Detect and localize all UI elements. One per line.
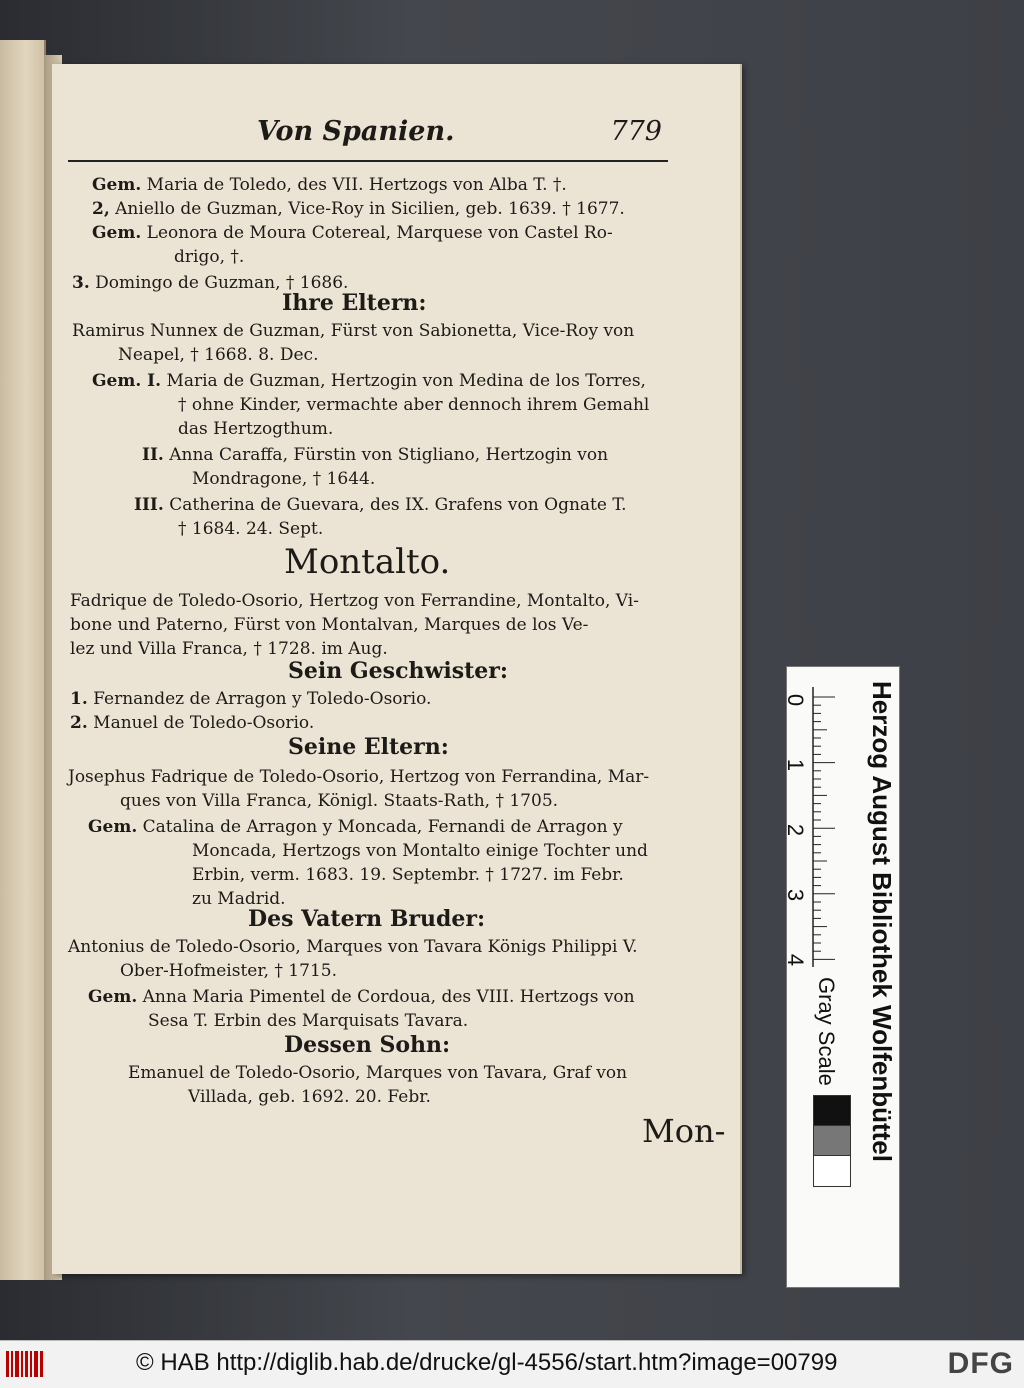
line-prefix: II.	[142, 445, 164, 465]
line-text: Montalto.	[284, 542, 451, 582]
ruler-number: 0	[783, 693, 809, 707]
line-prefix: Gem. I.	[92, 371, 162, 391]
section-title	[284, 542, 450, 582]
line-text: Domingo de Guzman, † 1686.	[95, 273, 349, 293]
running-title: Von Spanien.	[257, 116, 455, 147]
line-text: ques von Villa Franca, Königl. Staats-Rath, † 1705.	[120, 791, 559, 811]
footer-bar	[0, 1340, 1024, 1388]
line-text: Leonora de Moura Cotereal, Marquese von Castel Ro-	[146, 223, 613, 243]
line-text: Manuel de Toledo-Osorio.	[93, 713, 315, 733]
line-text: Dessen Sohn:	[284, 1032, 451, 1058]
line-text: Neapel, † 1668. 8. Dec.	[118, 345, 319, 365]
line-prefix: 2.	[70, 713, 88, 733]
line-text: Maria de Toledo, des VII. Hertzogs von Alba T. †.	[146, 175, 567, 195]
previous-page-edge	[0, 40, 46, 1280]
line-text: bone und Paterno, Fürst von Montalvan, Marques de los Ve-	[70, 615, 589, 635]
line-text: Aniello de Guzman, Vice-Roy in Sicilien, geb. 1639. † 1677.	[115, 199, 625, 219]
text-line	[120, 960, 337, 982]
line-text: drigo, †.	[174, 247, 245, 267]
line-text: Antonius de Toledo-Osorio, Marques von Tavara Königs Philippi V.	[68, 937, 638, 957]
line-text: Villada, geb. 1692. 20. Febr.	[188, 1087, 431, 1107]
line-text: Moncada, Hertzogs von Montalto einige Tochter und	[192, 841, 648, 861]
page-number: 779	[610, 116, 662, 147]
text-line	[68, 936, 638, 958]
ruler-ticks	[787, 667, 847, 967]
line-text: Des Vatern Bruder:	[248, 906, 486, 932]
catchword: Mon-	[642, 1112, 726, 1150]
text-line	[88, 986, 635, 1008]
ruler-number: 3	[783, 888, 809, 902]
text-line	[118, 344, 318, 366]
text-line	[178, 394, 649, 416]
line-text: Maria de Guzman, Hertzogin von Medina de los Torres,	[166, 371, 646, 391]
text-line	[174, 246, 244, 268]
line-text: Sein Geschwister:	[288, 658, 509, 684]
section-heading	[282, 290, 427, 316]
text-line	[142, 444, 608, 466]
institution-name: Herzog August Bibliothek Wolfenbüttel	[867, 681, 897, 1162]
line-text: das Hertzogthum.	[178, 419, 334, 439]
text-line	[148, 1010, 468, 1032]
text-line	[128, 1062, 627, 1084]
line-text: Ihre Eltern:	[282, 290, 427, 316]
line-prefix: Gem.	[92, 223, 142, 243]
text-line	[192, 840, 648, 862]
line-prefix: III.	[134, 495, 164, 515]
text-line	[188, 1086, 431, 1108]
line-text: Josephus Fadrique de Toledo-Osorio, Hertzog von Ferrandina, Mar-	[68, 767, 650, 787]
text-line	[134, 494, 627, 516]
text-line	[70, 638, 388, 660]
line-text: Emanuel de Toledo-Osorio, Marques von Tavara, Graf von	[128, 1063, 628, 1083]
text-line	[70, 712, 314, 734]
text-line	[92, 174, 567, 196]
text-line	[92, 370, 646, 392]
line-prefix: 2,	[92, 199, 110, 219]
line-text: Catherina de Guevara, des IX. Grafens von Ognate T.	[169, 495, 627, 515]
line-text: † 1684. 24. Sept.	[178, 519, 324, 539]
text-line	[192, 468, 375, 490]
section-heading	[288, 734, 449, 760]
ruler-number: 4	[783, 953, 809, 967]
line-prefix: Gem.	[88, 817, 138, 837]
gray-patch-mid	[813, 1125, 851, 1157]
line-prefix: 1.	[70, 689, 88, 709]
line-text: † ohne Kinder, vermachte aber dennoch ihrem Gemahl	[178, 395, 650, 415]
section-heading	[248, 906, 485, 932]
line-text: Catalina de Arragon y Moncada, Fernandi de Arragon y	[142, 817, 623, 837]
page-header	[257, 110, 662, 150]
line-text: Sesa T. Erbin des Marquisats Tavara.	[148, 1011, 469, 1031]
line-text: Ramirus Nunnex de Guzman, Fürst von Sabionetta, Vice-Roy von	[72, 321, 635, 341]
copyright-url: © HAB http://diglib.hab.de/drucke/gl-4556/start.htm?image=00799	[136, 1349, 838, 1376]
text-line	[92, 222, 613, 244]
line-text: Fernandez de Arragon y Toledo-Osorio.	[93, 689, 432, 709]
ruler-number: 2	[783, 823, 809, 837]
text-line	[70, 614, 588, 636]
text-line	[92, 198, 625, 220]
line-text: zu Madrid.	[192, 889, 286, 909]
gray-scale-card	[783, 666, 900, 1288]
line-text: Anna Caraffa, Fürstin von Stigliano, Hertzogin von	[169, 445, 609, 465]
gray-patch-white	[813, 1155, 851, 1187]
line-text: lez und Villa Franca, † 1728. im Aug.	[70, 639, 388, 659]
text-line	[120, 790, 558, 812]
book-page	[52, 64, 740, 1274]
section-heading	[284, 1032, 450, 1058]
gray-scale-label: Gray Scale	[814, 977, 839, 1086]
line-text: Mondragone, † 1644.	[192, 469, 376, 489]
text-line	[178, 418, 333, 440]
ruler-number: 1	[783, 758, 809, 772]
section-heading	[288, 658, 508, 684]
text-line	[178, 518, 323, 540]
text-line	[88, 816, 623, 838]
line-text: Ober-Hofmeister, † 1715.	[120, 961, 337, 981]
line-prefix: Gem.	[92, 175, 142, 195]
text-line	[68, 766, 649, 788]
text-line	[72, 320, 634, 342]
text-line	[192, 864, 624, 886]
gray-patch-black	[813, 1095, 851, 1127]
line-text: Anna Maria Pimentel de Cordoua, des VIII. Hertzogs von	[142, 987, 635, 1007]
line-prefix: 3.	[72, 273, 90, 293]
text-line	[70, 688, 431, 710]
line-text: Erbin, verm. 1683. 19. Septembr. † 1727. im Febr.	[192, 865, 624, 885]
line-text: Seine Eltern:	[288, 734, 449, 760]
header-rule	[68, 160, 668, 162]
text-line	[70, 590, 639, 612]
barcode-icon	[6, 1349, 46, 1379]
line-text: Fadrique de Toledo-Osorio, Hertzog von Ferrandine, Montalto, Vi-	[70, 591, 639, 611]
line-prefix: Gem.	[88, 987, 138, 1007]
dfg-logo: DFG	[947, 1347, 1014, 1380]
